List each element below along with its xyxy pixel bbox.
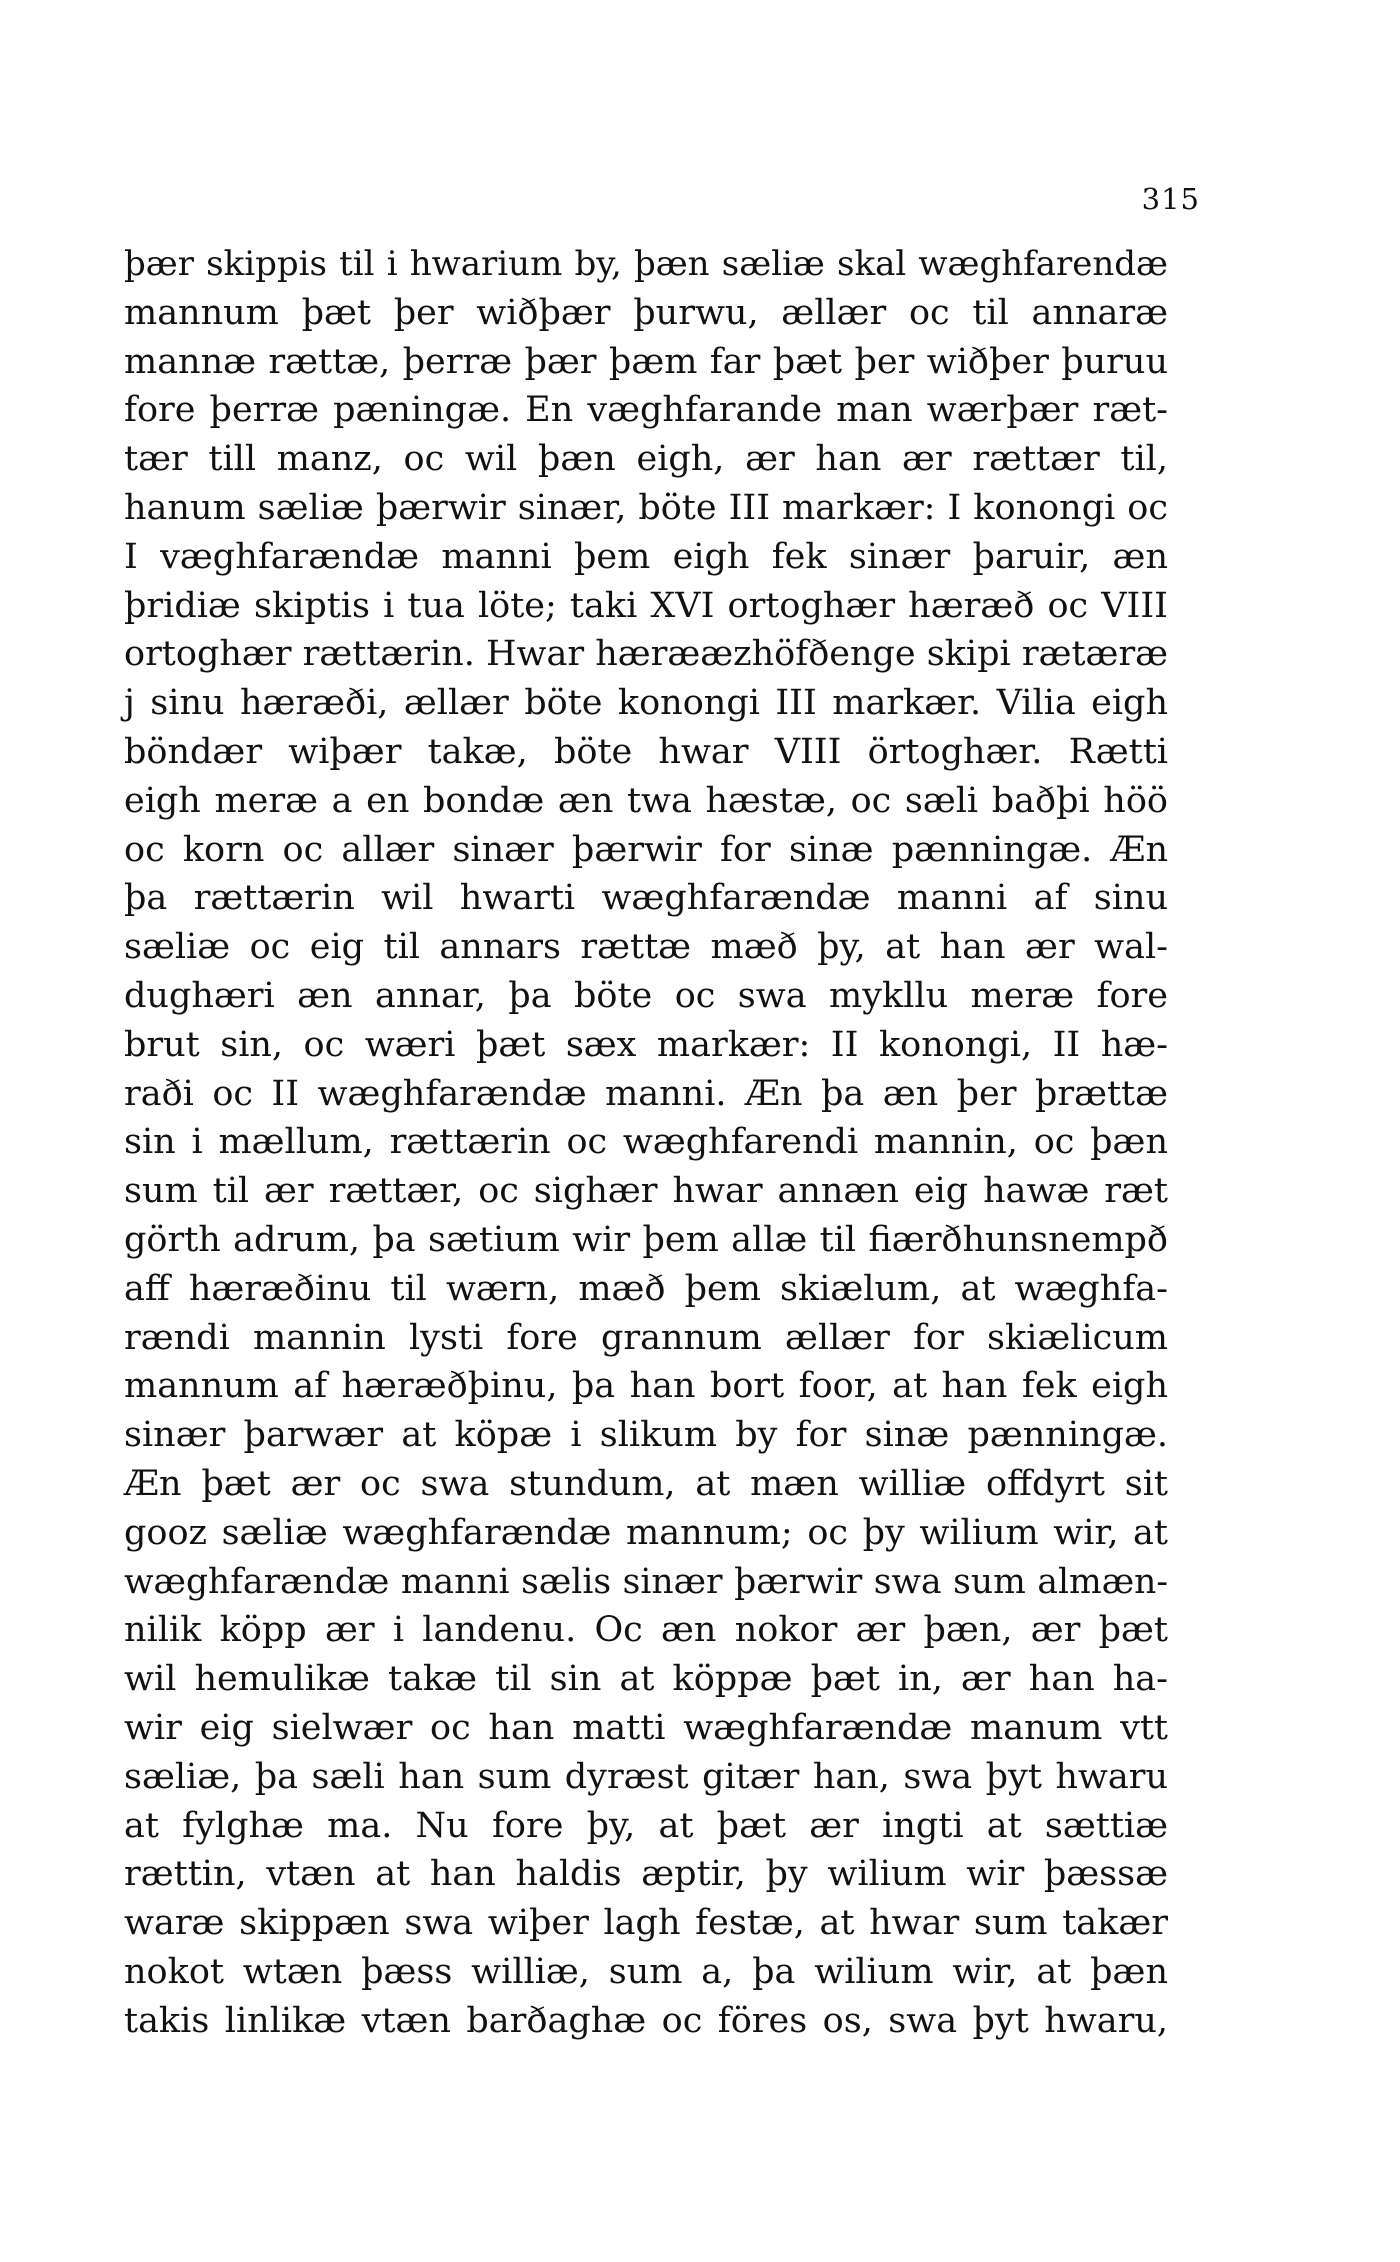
text-line: nilik köpp ær i landenu. Oc æn nokor ær þæn, ær þæt bbox=[124, 1610, 1168, 1651]
text-line: takis linlikæ vtæn barðaghæ oc föres os, swa þyt hwaru, bbox=[124, 2000, 1168, 2041]
text-line: waræ skippæn swa wiþer lagh festæ, at hwar sum takær bbox=[124, 1903, 1168, 1944]
body-text bbox=[124, 240, 1168, 2045]
text-line: oc korn oc allær sinær þærwir for sinæ pænningæ. Æn bbox=[124, 829, 1168, 870]
text-line: I væghfarændæ manni þem eigh fek sinær þaruir, æn bbox=[124, 536, 1168, 577]
text-line: rættin, vtæn at han haldis æptir, þy wilium wir þæssæ bbox=[124, 1854, 1168, 1895]
text-line: mannum þæt þer wiðþær þurwu, ællær oc til annaræ bbox=[124, 292, 1168, 333]
text-line: at fylghæ ma. Nu fore þy, at þæt ær ingti at sættiæ bbox=[124, 1805, 1168, 1846]
text-line: j sinu hæræði, ællær böte konongi III markær. Vilia eigh bbox=[124, 683, 1168, 724]
text-line: wir eig sielwær oc han matti wæghfarændæ manum vtt bbox=[124, 1707, 1168, 1748]
text-line: þa rættærin wil hwarti wæghfarændæ manni af sinu bbox=[124, 878, 1168, 919]
text-line: aff hæræðinu til wærn, mæð þem skiælum, at wæghfa- bbox=[124, 1268, 1168, 1309]
text-line: görth adrum, þa sætium wir þem allæ til fiærðhunsnempð bbox=[124, 1219, 1168, 1260]
text-line: mannum af hæræðþinu, þa han bort foor, at han fek eigh bbox=[124, 1366, 1168, 1407]
text-line: sin i mællum, rættærin oc wæghfarendi mannin, oc þæn bbox=[124, 1122, 1168, 1163]
text-line: þær skippis til i hwarium by, þæn sæliæ skal wæghfarendæ bbox=[124, 244, 1168, 284]
text-line: raði oc II wæghfarændæ manni. Æn þa æn þer þrættæ bbox=[124, 1073, 1168, 1114]
text-line: wæghfarændæ manni sælis sinær þærwir swa sum almæn- bbox=[124, 1561, 1168, 1602]
text-line: sæliæ oc eig til annars rættæ mæð þy, at han ær wal- bbox=[124, 927, 1168, 968]
text-line: hanum sæliæ þærwir sinær, böte III markær: I konongi oc bbox=[124, 487, 1168, 528]
text-line: böndær wiþær takæ, böte hwar VIII örtoghær. Rætti bbox=[124, 731, 1168, 772]
text-line: tær till manz, oc wil þæn eigh, ær han ær rættær til, bbox=[124, 439, 1168, 480]
text-line: rændi mannin lysti fore grannum ællær for skiælicum bbox=[124, 1317, 1168, 1358]
text-line: Æn þæt ær oc swa stundum, at mæn williæ offdyrt sit bbox=[124, 1463, 1168, 1504]
page-number: 315 bbox=[1141, 182, 1200, 216]
text-line: fore þerræ pæningæ. En væghfarande man wærþær ræt- bbox=[124, 390, 1168, 431]
text-line: mannæ rættæ, þerræ þær þæm far þæt þer wiðþer þuruu bbox=[124, 341, 1168, 382]
text-line: wil hemulikæ takæ til sin at köppæ þæt in, ær han ha- bbox=[124, 1659, 1168, 1700]
text-line: brut sin, oc wæri þæt sæx markær: II konongi, II hæ- bbox=[124, 1024, 1168, 1065]
text-line: dughæri æn annar, þa böte oc swa mykllu meræ fore bbox=[124, 975, 1168, 1016]
text-line: gooz sæliæ wæghfarændæ mannum; oc þy wilium wir, at bbox=[124, 1512, 1168, 1553]
text-line: eigh meræ a en bondæ æn twa hæstæ, oc sæli baðþi höö bbox=[124, 780, 1168, 821]
text-line: ortoghær rættærin. Hwar hærææzhöfðenge skipi rætæræ bbox=[124, 634, 1169, 675]
text-line: nokot wtæn þæss williæ, sum a, þa wilium wir, at þæn bbox=[124, 1951, 1168, 1992]
text-line: sum til ær rættær, oc sighær hwar annæn eig hawæ ræt bbox=[124, 1171, 1168, 1212]
text-line: þridiæ skiptis i tua löte; taki XVI ortoghær hæræð oc VIII bbox=[124, 585, 1168, 626]
text-line: sæliæ, þa sæli han sum dyræst gitær han, swa þyt hwaru bbox=[124, 1756, 1168, 1797]
text-line: sinær þarwær at köpæ i slikum by for sinæ pænningæ. bbox=[124, 1415, 1168, 1456]
